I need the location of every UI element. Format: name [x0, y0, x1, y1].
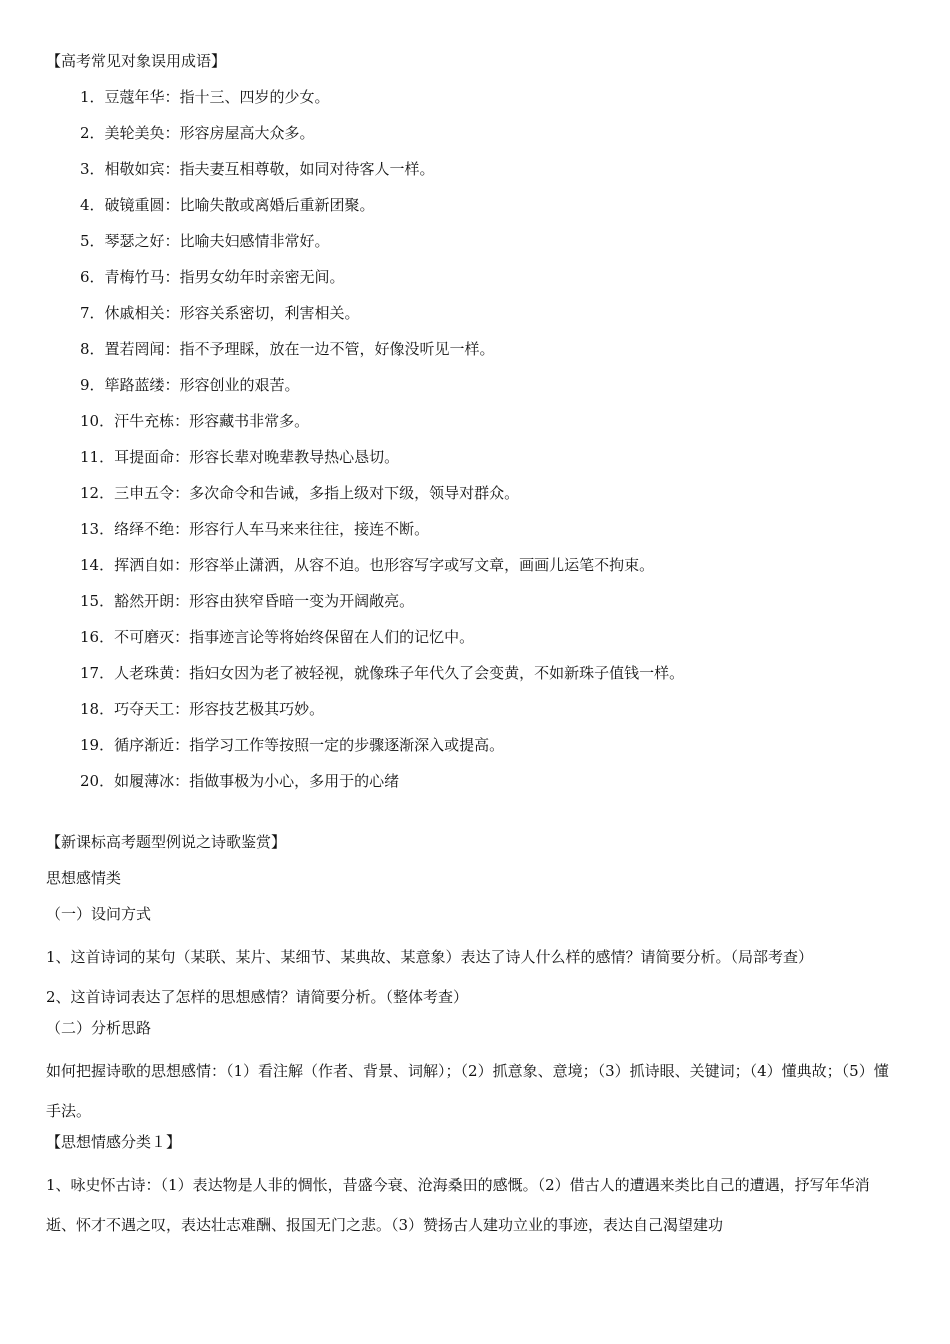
list-item: 5．琴瑟之好：比喻夫妇感情非常好。 — [80, 232, 330, 250]
list-item: 9．筚路蓝缕：形容创业的艰苦。 — [80, 376, 300, 394]
list-item: 8．置若罔闻：指不予理睬，放在一边不管，好像没听见一样。 — [80, 340, 495, 358]
subheading-analysis: （二）分析思路 — [46, 1019, 152, 1037]
question-1: 1、这首诗词的某句（某联、某片、某细节、某典故、某意象）表达了诗人什么样的感情？请简要分析。（局部考查） — [46, 948, 814, 966]
classification-1: 1、咏史怀古诗：（1）表达物是人非的惆怅，昔盛今衰、沧海桑田的感慨。（2）借古人的遭遇来类比自己的遭遇，抒写年华消逝、怀才不遇之叹，表达壮志难酬、报国无门之悲。（3）赞扬古人建功立业的事迹，表达自己渴望建功 — [46, 1176, 870, 1234]
list-item: 3．相敬如宾：指夫妻互相尊敬，如同对待客人一样。 — [80, 160, 435, 178]
list-item: 1．豆蔻年华：指十三、四岁的少女。 — [80, 88, 330, 106]
list-item: 14．挥洒自如：形容举止潇洒，从容不迫。也形容写字或写文章，画画儿运笔不拘束。 — [80, 556, 655, 574]
list-item: 6．青梅竹马：指男女幼年时亲密无间。 — [80, 268, 345, 286]
list-item: 20．如履薄冰：指做事极为小心，多用于的心绪 — [80, 772, 400, 790]
category-title: 思想感情类 — [46, 869, 122, 887]
list-item: 15．豁然开朗：形容由狭窄昏暗一变为开阔敞亮。 — [80, 592, 415, 610]
list-item: 11．耳提面命：形容长辈对晚辈教导热心恳切。 — [80, 448, 400, 466]
list-item: 12．三申五令：多次命令和告诫，多指上级对下级，领导对群众。 — [80, 484, 520, 502]
list-item: 18．巧夺天工：形容技艺极其巧妙。 — [80, 700, 325, 718]
section-heading-idioms: 【高考常见对象误用成语】 — [46, 52, 227, 70]
list-item: 2．美轮美奂：形容房屋高大众多。 — [80, 124, 315, 142]
list-item: 16．不可磨灭：指事迹言论等将始终保留在人们的记忆中。 — [80, 628, 475, 646]
document-page — [46, 50, 896, 1245]
analysis-method: 如何把握诗歌的思想感情：（1）看注解（作者、背景、词解）；（2）抓意象、意境；（3）抓诗眼、关键词；（4）懂典故；（5）懂手法。 — [46, 1062, 889, 1120]
list-item: 19．循序渐近：指学习工作等按照一定的步骤逐渐深入或提高。 — [80, 736, 505, 754]
list-item: 10．汗牛充栋：形容藏书非常多。 — [80, 412, 310, 430]
question-2: 2、这首诗词表达了怎样的思想感情？请简要分析。（整体考查） — [46, 988, 469, 1006]
list-item: 17．人老珠黄：指妇女因为老了被轻视，就像珠子年代久了会变黄，不如新珠子值钱一样。 — [80, 664, 685, 682]
section-heading-poetry: 【新课标高考题型例说之诗歌鉴赏】 — [46, 833, 287, 851]
list-item: 13．络绎不绝：形容行人车马来来往往，接连不断。 — [80, 520, 430, 538]
classification-heading: 【思想情感分类１】 — [46, 1133, 182, 1151]
poetry-section — [46, 831, 896, 1245]
idiom-list — [80, 86, 896, 806]
list-item: 7．休戚相关：形容关系密切，利害相关。 — [80, 304, 360, 322]
subheading-question-forms: （一）设问方式 — [46, 905, 152, 923]
list-item: 4．破镜重圆：比喻失散或离婚后重新团聚。 — [80, 196, 375, 214]
